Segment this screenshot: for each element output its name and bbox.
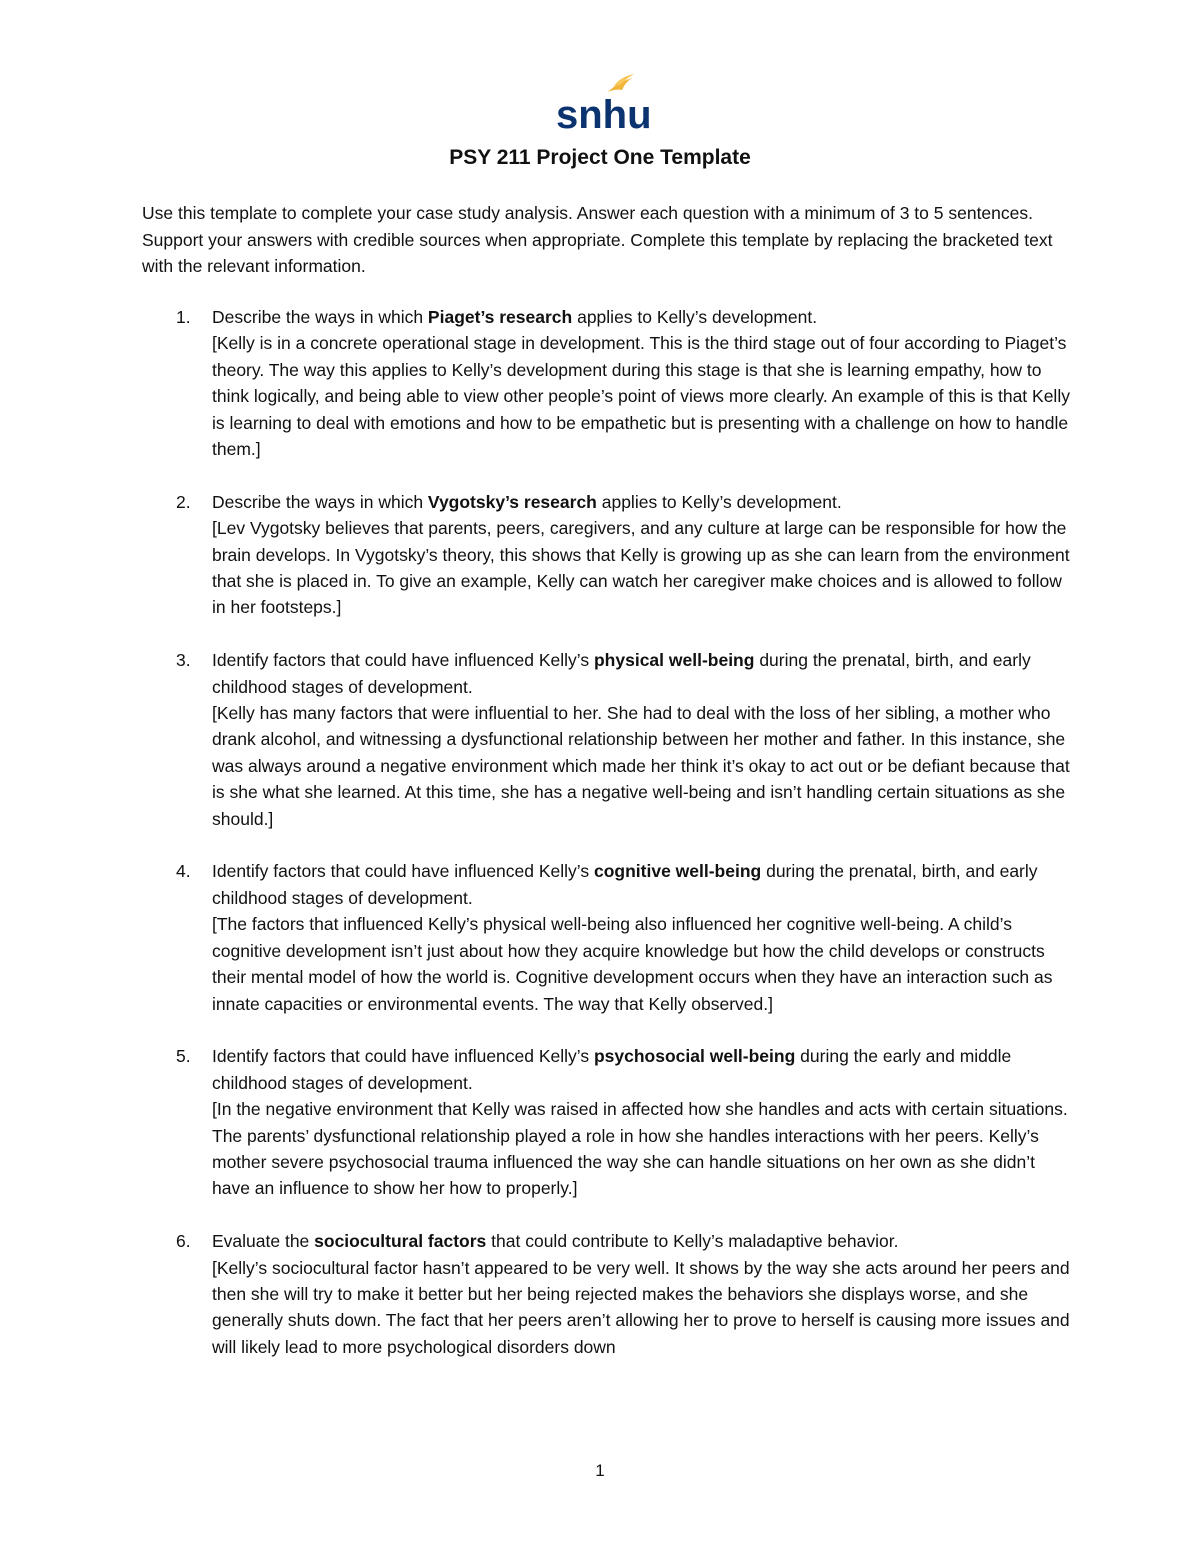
question-prompt: Identify factors that could have influenced Kelly’s cognitive well-being during the prenatal, birth, and early childhood stages of development. — [212, 861, 1038, 908]
question-emphasis: Piaget’s research — [427, 307, 573, 327]
question-prompt: Identify factors that could have influenced Kelly’s physical well-being during the prenatal, birth, and early childhood stages of development. — [212, 650, 1031, 697]
page-number: 1 — [595, 1461, 605, 1480]
question-emphasis: cognitive well-being — [593, 861, 762, 882]
question-prompt: Evaluate the sociocultural factors that could contribute to Kelly’s maladaptive behavior. — [212, 1231, 899, 1252]
question-list — [142, 304, 1072, 1387]
question-answer: [Kelly is in a concrete operational stage in development. This is the third stage out of four according to Piaget’s theory. The way this applies to Kelly’s development during this stage is that she is learning empathy, how to think logically, and being able to view other people’s point of views more clearly. An example of this is that Kelly is learning to deal with emotions and how to be empathetic but is presenting with a challenge on how to handle them.] — [212, 333, 1070, 460]
question-number: 4. — [176, 861, 191, 882]
question-emphasis: sociocultural factors — [314, 1231, 487, 1252]
question-prompt: Describe the ways in which Vygotsky’s research applies to Kelly’s development. — [212, 491, 842, 512]
question-item — [142, 858, 1072, 1016]
logo-wordmark: snhu — [556, 93, 652, 137]
question-answer: [Kelly’s sociocultural factor hasn’t appeared to be very well. It shows by the way she acts around her peers and then she will try to make it better but her being rejected makes the behaviors she displays worse, and she generally shuts down. The fact that her peers aren’t allowing her to prove to herself is causing more issues and will likely lead to more psychological disorders down — [212, 1257, 1070, 1357]
question-answer: [Kelly has many factors that were influential to her. She had to deal with the loss of her sibling, a mother who drank alcohol, and witnessing a dysfunctional relationship between her mother and father. In this instance, she was always around a negative environment which made her think it’s okay to act out or be defiant because that is she what she learned. At this time, she has a negative well-being and isn’t handling certain situations as she should.] — [212, 703, 1070, 829]
flame-icon — [554, 72, 652, 137]
intro-paragraph: Use this template to complete your case study analysis. Answer each question with a minimum of 3 to 5 sentences. Support your answers with credible sources when appropriate. Complete this template by replacing the bracketed text with the relevant information. — [142, 203, 1053, 276]
question-prompt: Describe the ways in which Piaget’s research applies to Kelly’s development. — [212, 307, 818, 327]
question-item — [142, 304, 1072, 462]
page-title: PSY 211 Project One Template — [449, 146, 751, 169]
question-emphasis: Vygotsky’s research — [427, 491, 597, 512]
question-item — [142, 489, 1072, 621]
question-emphasis: psychosocial well-being — [593, 1046, 796, 1067]
question-number: 6. — [176, 1231, 191, 1252]
question-number: 5. — [176, 1046, 191, 1067]
snhu-logo — [554, 72, 652, 137]
question-answer: [Lev Vygotsky believes that parents, peers, caregivers, and any culture at large can be responsible for how the brain develops. In Vygotsky’s theory, this shows that Kelly is growing up as she can learn from the environment that she is placed in. To give an example, Kelly can watch her caregiver make choices and is allowed to follow in her footsteps.] — [212, 518, 1070, 618]
question-item — [142, 1043, 1072, 1201]
question-item — [142, 647, 1072, 832]
question-answer: [In the negative environment that Kelly was raised in affected how she handles and acts with certain situations. The parents’ dysfunctional relationship played a role in how she handles interactions with her peers. Kelly’s mother severe psychosocial trauma influenced the way she can handle situations on her own as she didn’t have an influence to show her how to properly.] — [212, 1099, 1068, 1199]
question-number: 3. — [176, 650, 191, 671]
question-number: 1. — [176, 307, 191, 327]
question-emphasis: physical well-being — [593, 650, 755, 671]
question-item — [142, 1228, 1072, 1360]
question-number: 2. — [176, 491, 191, 512]
question-prompt: Identify factors that could have influenced Kelly’s psychosocial well-being during the early and middle childhood stages of development. — [212, 1046, 1012, 1093]
question-answer: [The factors that influenced Kelly’s physical well-being also influenced her cognitive well-being. A child’s cognitive development isn’t just about how they acquire knowledge but how the child develops or constructs their mental model of how the world is. Cognitive development occurs when they have an interaction such as innate capacities or environmental events. The way that Kelly observed.] — [212, 914, 1053, 1014]
